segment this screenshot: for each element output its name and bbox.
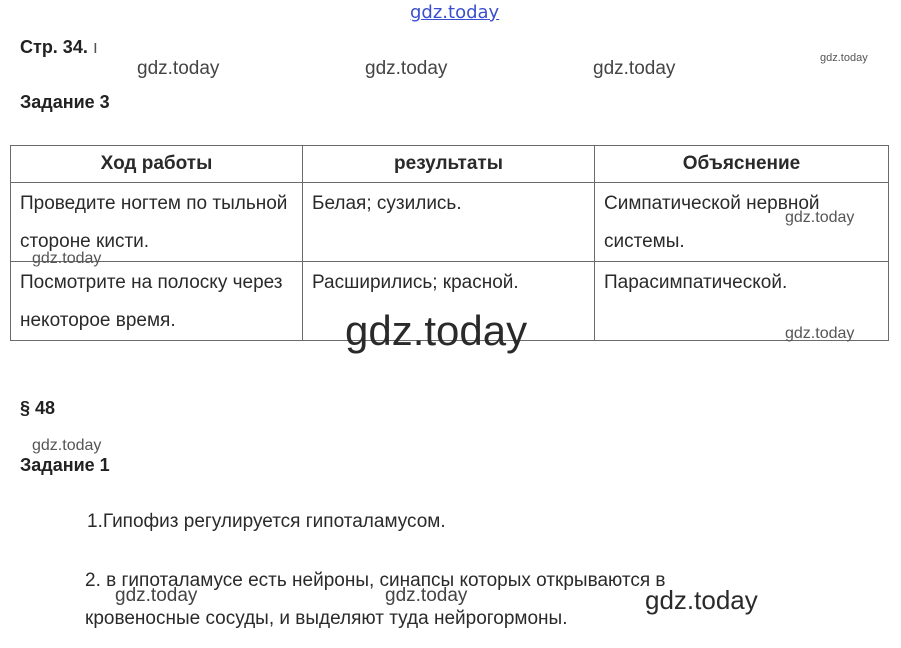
table-row <box>11 183 889 262</box>
watermark-left: gdz.today <box>32 437 102 454</box>
table-header-cell: Объяснение <box>595 146 889 183</box>
task1-title: Задание 1 <box>20 455 110 475</box>
table-header-cell: Ход работы <box>11 146 303 183</box>
watermark-row1-a: gdz.today <box>137 58 220 79</box>
watermark-cell-3: gdz.today <box>785 325 855 342</box>
task1-item-2: 2. в гипоталамусе есть нейроны, синапсы которых открываются в кровеносные сосуды, и выделяют туда нейрогормоны. <box>85 570 666 629</box>
table-header-row <box>11 146 889 183</box>
table-cell: Расширились; красной. <box>303 262 595 341</box>
table-cell: Посмотрите на полоску через некоторое время. <box>11 262 303 341</box>
table-cell: Симпатической нервной системы. <box>595 183 889 262</box>
watermark-row1-c: gdz.today <box>593 58 676 79</box>
section-number: § 48 <box>20 398 56 418</box>
watermark-big: gdz.today <box>345 307 528 354</box>
page-reference-text: Стр. 34. <box>20 37 88 57</box>
watermark-top: gdz.today <box>410 2 500 23</box>
table-cell: Проведите ногтем по тыльной стороне кисти. <box>11 183 303 262</box>
table-cell: Белая; сузились. <box>303 183 595 262</box>
table-header-cell: результаты <box>303 146 595 183</box>
watermark-bottom-a: gdz.today <box>115 585 198 606</box>
table-cell: Парасимпатической. <box>595 262 889 341</box>
task1-item-1: 1.Гипофиз регулируется гипоталамусом. <box>87 511 446 532</box>
watermark-bottom-c: gdz.today <box>645 585 758 615</box>
watermark-bottom-b: gdz.today <box>385 585 468 606</box>
watermark-row1-b: gdz.today <box>365 58 448 79</box>
watermark-small-right: gdz.today <box>820 52 868 64</box>
task3-title: Задание 3 <box>20 92 110 112</box>
watermark-cell-1: gdz.today <box>785 209 855 226</box>
watermark-cell-2: gdz.today <box>32 250 102 267</box>
page-reference: Стр. 34. ı <box>20 37 98 57</box>
